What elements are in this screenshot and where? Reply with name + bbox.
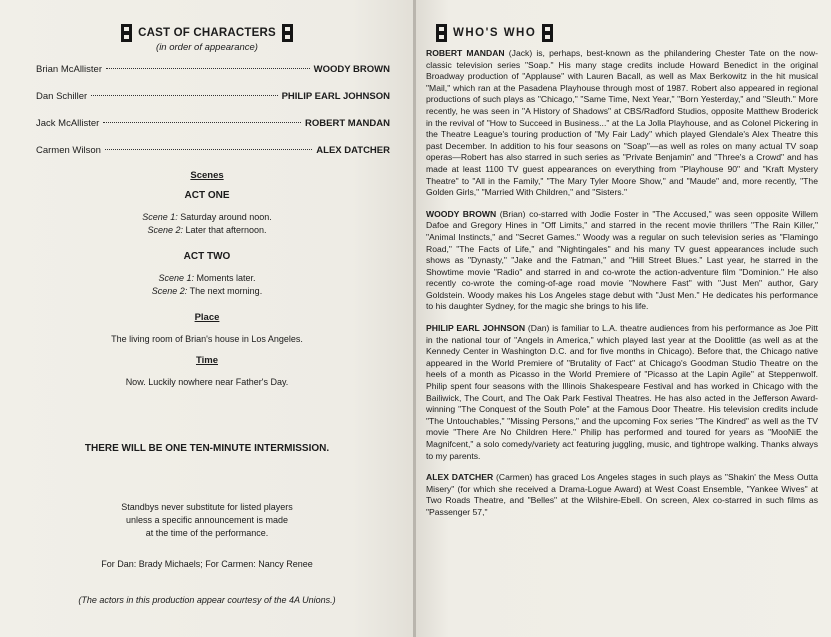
scene-text: The next morning. (189, 286, 263, 296)
act-one-scene-1 (20, 211, 394, 224)
cast-actor: ALEX DATCHER (316, 145, 390, 156)
cast-actor: ROBERT MANDAN (305, 118, 390, 129)
act-one-heading: ACT ONE (184, 190, 230, 201)
cast-role: Jack McAllister (36, 118, 100, 129)
bio-name: PHILIP EARL JOHNSON (426, 323, 526, 334)
cast-list (36, 64, 390, 172)
whos-who-title: WHO'S WHO (453, 27, 537, 39)
bio-list (426, 48, 818, 529)
film-strip-icon (121, 24, 132, 42)
standby-line: at the time of the performance. (145, 528, 269, 538)
standby-notice (20, 501, 394, 540)
scenes-heading: Scenes (190, 170, 224, 181)
place-heading: Place (194, 312, 220, 323)
act-two-scene-1 (20, 272, 394, 285)
dot-leader (106, 68, 310, 69)
cast-role: Dan Schiller (36, 91, 88, 102)
scene-text: Later that afternoon. (185, 225, 267, 235)
cast-actor: WOODY BROWN (313, 64, 390, 75)
bio-name: WOODY BROWN (426, 208, 497, 219)
cast-header (0, 24, 414, 42)
dot-leader (105, 149, 312, 150)
scene-text: Saturday around noon. (180, 212, 272, 222)
bio-text: (Carmen) has graced Los Angeles stages in such plays as "Shakin' the Mess Outta Misery" (for which she received a Drama-Logue Award) at West Coast Ensemble, "Yankee Wives" at Two Roads Theatre, and "Belles" at the Wilshire-Ebell. On screen, Alex co-starred in such films as "Passenger 57," (426, 472, 818, 517)
scene-text: Moments later. (196, 273, 256, 283)
cast-role: Carmen Wilson (36, 145, 101, 156)
film-strip-icon (542, 24, 553, 42)
cast-row (36, 64, 390, 91)
courtesy-note: (The actors in this production appear courtesy of the 4A Unions.) (78, 595, 336, 605)
cast-row (36, 118, 390, 145)
scene-label: Scene 2: (151, 286, 188, 296)
left-page (0, 0, 414, 637)
act-one-scene-2 (20, 224, 394, 237)
cast-actor: PHILIP EARL JOHNSON (281, 91, 390, 102)
intermission-notice: THERE WILL BE ONE TEN-MINUTE INTERMISSION. (84, 443, 330, 454)
bio-text: (Jack) is, perhaps, best-known as the philandering Chester Tate on the now-classic television series "Soap." His many stage credits include Howard Benedict in the original Broadway production of "Applause" with Lauren Bacall, as well as Max Berkowitz in the hit musical "Mail," which ran at the Pasadena Playhouse through most of 1987. Robert also appeared in regional productions of such plays as "Chicago," "Same Time, Next Year," "Born Yesterday," and "Sleuth." More recently, he was seen in "A History of Shadows" at CBS/Radford Studios, opposite Matthew Broderick in the revival of "How to Succeed in Business..." at the La Jolla Playhouse, and as Colonel Pickering in the Theatre League's touring production of "My Fair Lady" which played Glendale's Alex Theatre this past December. In addition to his four seasons on "Soap"—as well as roles on many actual TV soap operas—Robert has also starred in such series as "Private Benjamin" and "Three's a Crowd" and has made at least 1100 TV guest appearances on everything from "Playhouse 90" and "Kraft Mystery Theatre" to "All in the Family," "The Mary Tyler Moore Show," and "Maude" and, more recently, "The Golden Girls," "Married With Children," and "Sisters." (426, 48, 819, 198)
bio-paragraph (426, 323, 818, 462)
scenes-section (20, 170, 394, 387)
cast-header-title: CAST OF CHARACTERS (138, 27, 276, 39)
cast-subheader: (in order of appearance) (156, 42, 258, 53)
scene-label: Scene 2: (147, 225, 183, 235)
time-heading: Time (195, 355, 218, 366)
time-text: Now. Luckily nowhere near Father's Day. (125, 377, 289, 387)
film-strip-icon (282, 24, 293, 42)
understudies-line: For Dan: Brady Michaels; For Carmen: Nancy Renee (101, 559, 313, 569)
dot-leader (103, 122, 301, 123)
scene-label: Scene 1: (158, 273, 194, 283)
bio-name: ALEX DATCHER (426, 472, 494, 483)
standby-line: Standbys never substitute for listed players (121, 502, 293, 512)
dot-leader (91, 95, 277, 96)
film-strip-icon (436, 24, 447, 42)
bio-paragraph (426, 48, 818, 199)
cast-row (36, 91, 390, 118)
bio-text: (Brian) co-starred with Jodie Foster in "The Accused," was seen opposite Willem Dafoe and Gregory Hines in "Off Limits," and starred in the recent movie thrillers "The Rain Killer," "Animal Instincts," and "Secret Games." Woody was a regular on such television series as "Flamingo Road," "The Facts of Life," and "Nightingales" and his many TV guest appearances include such shows as "Dynasty," "Jake and the Fatman," and "Hill Street Blues." Last year, he starred in the Showtime movie "Radio" and starred in and co-wrote the action-adventure film "Dominion." He also recently co-wrote the coming-of-age road movie "Nowhere Fast" with "Just Men" author, Gary Goldstein. Woody makes his Los Angeles stage debut with "Just Men." He dedicates his performance to his daughter Sydney, for the magic she brings to his life. (426, 208, 818, 312)
cast-role: Brian McAllister (36, 64, 102, 75)
scene-label: Scene 1: (142, 212, 178, 222)
right-page (416, 0, 831, 637)
standby-line: unless a specific announcement is made (125, 515, 289, 525)
act-two-heading: ACT TWO (183, 251, 231, 262)
bio-paragraph (426, 472, 818, 518)
cast-row (36, 145, 390, 172)
bio-name: ROBERT MANDAN (426, 48, 505, 58)
act-two-scene-2 (20, 285, 394, 298)
whos-who-header (436, 24, 553, 42)
bio-paragraph (426, 209, 818, 313)
bleed-through-texture (160, 410, 390, 432)
place-text: The living room of Brian's house in Los Angeles. (111, 334, 303, 344)
bio-text: (Dan) is familiar to L.A. theatre audiences from his performance as Joe Pitt in the national tour of "Angels in America," which played last year at the Doolittle (as well as at the Kennedy Center in Washington D.C. and for five months in Chicago). Before that, the Chicago native appeared in the World Premiere of "Brutality of Fact" at Chicago's Goodman Studio Theatre on the heels of a month as Picasso in the World Premiere of "Picasso at the Lapin Agile" at Steppenwolf. Philip spent four seasons with the Illinois Shakespeare Festival and has worked in Chicago with the Bailiwick, The Court, and The Oak Park Festival Theatres. He has also acted in the Jefferson Award-winning "The Conquest of the South Pole" at the Famous Door Theatre. His television credits include "The Untouchables," "Missing Persons," and the upcoming Fox series "The Kindred" as well as the TV movie "There Are No Children Here." Philip has performed and toured for years as "MooNiE the Magnifcent," a solo comedy/variety act featuring juggling, music, and tightrope walking. Thanks always to my parents. (426, 323, 818, 461)
